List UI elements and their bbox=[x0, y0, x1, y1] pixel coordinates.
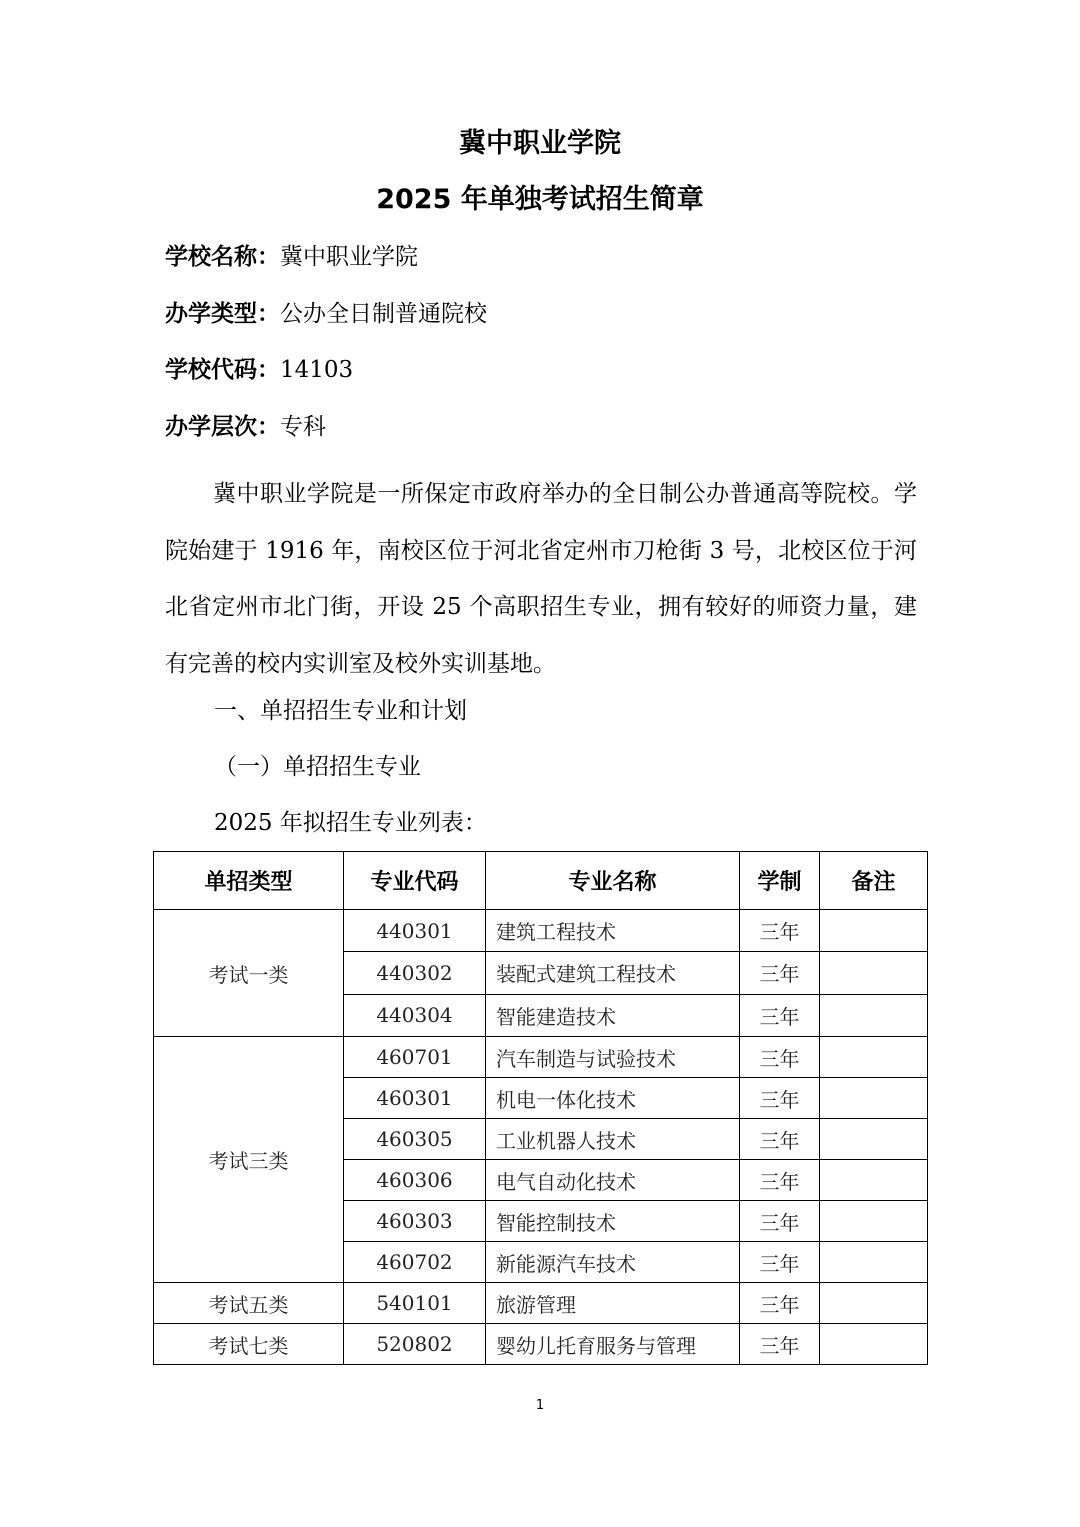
page-number: 1 bbox=[535, 1398, 545, 1413]
duration-cell: 三年 bbox=[740, 1201, 820, 1242]
major-name-cell: 工业机器人技术 bbox=[486, 1119, 740, 1160]
major-name-cell: 婴幼儿托育服务与管理 bbox=[486, 1324, 740, 1365]
code-cell: 460701 bbox=[344, 1037, 486, 1078]
exam-type-cell: 考试三类 bbox=[154, 1037, 344, 1283]
document-title: 冀中职业学院 bbox=[459, 128, 621, 159]
intro-paragraph: 冀中职业学院是一所保定市政府举办的全日制公办普通高等院校。学院始建于 1916 年，南校区位于河北省定州市刀枪街 3 号，北校区位于河北省定州市北门街，开设 25 个高职招生专业，拥有较好的师资力量，建有完善的校内实训室及校外实训基地。 bbox=[165, 481, 917, 677]
info-school-name bbox=[165, 242, 418, 272]
exam-type-cell: 考试一类 bbox=[154, 910, 344, 1037]
duration-cell: 三年 bbox=[740, 952, 820, 994]
code-cell: 460301 bbox=[344, 1078, 486, 1119]
code-cell: 460303 bbox=[344, 1201, 486, 1242]
section-heading: 一、单招招生专业和计划 bbox=[214, 698, 467, 724]
code-cell: 440304 bbox=[344, 994, 486, 1036]
code-cell: 460306 bbox=[344, 1160, 486, 1201]
code-cell: 460305 bbox=[344, 1119, 486, 1160]
major-name-cell: 建筑工程技术 bbox=[486, 910, 740, 952]
info-label: 办学层次： bbox=[165, 414, 280, 440]
note-cell bbox=[820, 1119, 928, 1160]
code-cell: 440301 bbox=[344, 910, 486, 952]
note-cell bbox=[820, 1283, 928, 1324]
major-name-cell: 汽车制造与试验技术 bbox=[486, 1037, 740, 1078]
code-cell: 520802 bbox=[344, 1324, 486, 1365]
note-cell bbox=[820, 1201, 928, 1242]
column-header: 专业名称 bbox=[486, 852, 740, 910]
duration-cell: 三年 bbox=[740, 1078, 820, 1119]
note-cell bbox=[820, 1242, 928, 1283]
duration-cell: 三年 bbox=[740, 1283, 820, 1324]
info-label: 学校代码： bbox=[165, 357, 280, 383]
major-name-cell: 机电一体化技术 bbox=[486, 1078, 740, 1119]
duration-cell: 三年 bbox=[740, 1242, 820, 1283]
info-value: 14103 bbox=[280, 357, 354, 383]
subsection-heading: （一）单招招生专业 bbox=[214, 754, 421, 780]
column-header: 备注 bbox=[820, 852, 928, 910]
table-row bbox=[154, 1037, 928, 1078]
code-cell: 460702 bbox=[344, 1242, 486, 1283]
code-cell: 440302 bbox=[344, 952, 486, 994]
info-school-code bbox=[165, 355, 353, 385]
column-header: 专业代码 bbox=[344, 852, 486, 910]
duration-cell: 三年 bbox=[740, 910, 820, 952]
table-row bbox=[154, 1283, 928, 1324]
info-label: 学校名称： bbox=[165, 244, 280, 270]
column-header: 单招类型 bbox=[154, 852, 344, 910]
note-cell bbox=[820, 1160, 928, 1201]
major-name-cell: 智能建造技术 bbox=[486, 994, 740, 1036]
note-cell bbox=[820, 994, 928, 1036]
info-school-level bbox=[165, 412, 326, 442]
duration-cell: 三年 bbox=[740, 1324, 820, 1365]
note-cell bbox=[820, 1037, 928, 1078]
note-cell bbox=[820, 910, 928, 952]
note-cell bbox=[820, 1324, 928, 1365]
duration-cell: 三年 bbox=[740, 1119, 820, 1160]
duration-cell: 三年 bbox=[740, 994, 820, 1036]
exam-type-cell: 考试五类 bbox=[154, 1283, 344, 1324]
duration-cell: 三年 bbox=[740, 1160, 820, 1201]
info-value: 冀中职业学院 bbox=[280, 244, 418, 270]
info-label: 办学类型： bbox=[165, 301, 280, 327]
note-cell bbox=[820, 952, 928, 994]
column-header: 学制 bbox=[740, 852, 820, 910]
table-row bbox=[154, 1324, 928, 1365]
major-name-cell: 旅游管理 bbox=[486, 1283, 740, 1324]
table-header-row bbox=[154, 852, 928, 910]
code-cell: 540101 bbox=[344, 1283, 486, 1324]
major-name-cell: 装配式建筑工程技术 bbox=[486, 952, 740, 994]
exam-type-cell: 考试七类 bbox=[154, 1324, 344, 1365]
info-school-type bbox=[165, 299, 487, 329]
info-value: 专科 bbox=[280, 414, 326, 440]
table-caption: 2025 年拟招生专业列表： bbox=[214, 810, 487, 836]
document-subtitle: 2025 年单独考试招生简章 bbox=[376, 184, 704, 215]
major-name-cell: 电气自动化技术 bbox=[486, 1160, 740, 1201]
note-cell bbox=[820, 1078, 928, 1119]
info-value: 公办全日制普通院校 bbox=[280, 301, 487, 327]
major-name-cell: 智能控制技术 bbox=[486, 1201, 740, 1242]
table-row bbox=[154, 910, 928, 952]
duration-cell: 三年 bbox=[740, 1037, 820, 1078]
major-name-cell: 新能源汽车技术 bbox=[486, 1242, 740, 1283]
majors-table bbox=[153, 851, 928, 1365]
